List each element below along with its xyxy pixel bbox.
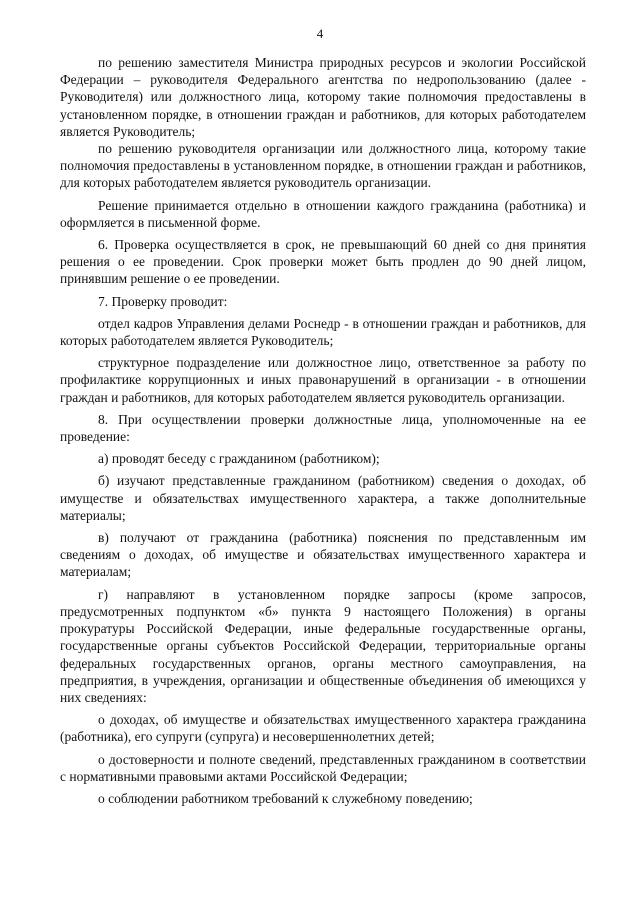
- page-number: 4: [316, 26, 324, 41]
- paragraph: по решению заместителя Министра природных ресурсов и экологии Российской Федерации – руководителя Федерального агентства по недропользованию (далее - Руководителя) или должностного лица, которому такие полномочия предоставлены в установленном порядке, в отношении граждан и работников, для которых работодателем является Руководитель;: [60, 55, 586, 139]
- paragraph: отдел кадров Управления делами Роснедр - в отношении граждан и работников, для которых работодателем является Руководитель;: [60, 315, 586, 349]
- document-body: [60, 54, 586, 807]
- paragraph: по решению руководителя организации или должностного лица, которому такие полномочия предоставлены в установленном порядке, в отношении граждан и работников, для которых работодателем является руководитель организации.: [60, 141, 586, 191]
- paragraph: 8. При осуществлении проверки должностные лица, уполномоченные на ее проведение:: [60, 411, 586, 445]
- paragraph: о достоверности и полноте сведений, представленных гражданином в соответствии с нормативными правовыми актами Российской Федерации;: [60, 751, 586, 784]
- paragraph: б) изучают представленные гражданином (работником) сведения о доходах, об имуществе и обязательствах имущественного характера, а также дополнительные материалы;: [60, 473, 586, 523]
- paragraph: 7. Проверку проводит:: [98, 293, 228, 309]
- paragraph: о доходах, об имуществе и обязательствах имущественного характера гражданина (работника), его супруги (супруга) и несовершеннолетних детей;: [60, 712, 586, 745]
- paragraph: 6. Проверка осуществляется в срок, не превышающий 60 дней со дня принятия решения о ее проведении. Срок проверки может быть продлен до 90 дней лицом, принявшим решение о ее проведении.: [60, 237, 586, 287]
- paragraph: структурное подразделение или должностное лицо, ответственное за работу по профилактике коррупционных и иных правонарушений в организации - в отношении граждан и работников, для которых работодателем является руководитель организации.: [60, 355, 586, 405]
- paragraph: о соблюдении работником требований к служебному поведению;: [98, 790, 473, 806]
- paragraph: в) получают от гражданина (работника) пояснения по представленным им сведениям о доходах, об имуществе и обязательствах имущественного характера и материалам;: [60, 530, 586, 580]
- paragraph: Решение принимается отдельно в отношении каждого гражданина (работника) и оформляется в письменной форме.: [60, 197, 586, 230]
- paragraph: а) проводят беседу с гражданином (работником);: [98, 451, 380, 467]
- paragraph: г) направляют в установленном порядке запросы (кроме запросов, предусмотренных подпунктом «б» пункта 9 настоящего Положения) в органы прокуратуры Российской Федерации, иные федеральные государственные органы, государственные органы субъектов Российской Федерации, территориальные органы федеральных государственных органов, органы местного самоуправления, на предприятия, в учреждения, организации и общественные объединения об имеющихся у них сведениях:: [60, 586, 586, 705]
